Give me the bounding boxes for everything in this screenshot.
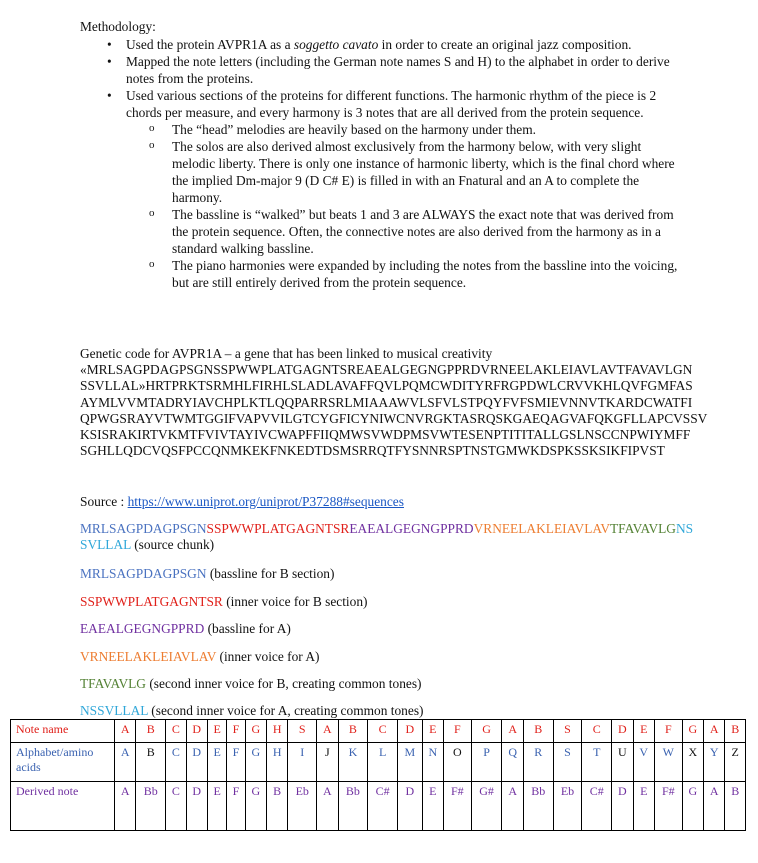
table-cell: A [115, 720, 136, 743]
table-cell: F# [654, 782, 682, 831]
table-row-label: Derived note [11, 782, 115, 831]
chunk-part-second-inner-a: NS [675, 521, 694, 536]
table-cell: G [682, 782, 703, 831]
table-cell: B [338, 720, 368, 743]
table-cell: X [682, 743, 703, 782]
genetic-code-title: Genetic code for AVPR1A – a gene that has been linked to musical creativity [80, 346, 493, 361]
table-cell: I [288, 743, 317, 782]
table-cell: L [368, 743, 398, 782]
table-cell: E [207, 720, 226, 743]
table-cell: B [523, 720, 553, 743]
table-cell: T [582, 743, 612, 782]
table-cell: E [207, 743, 226, 782]
genetic-code-section [80, 346, 708, 459]
table-cell: D [186, 720, 207, 743]
table-cell: C [166, 782, 186, 831]
table-cell: E [207, 782, 226, 831]
part-description: (bassline for A) [204, 621, 291, 636]
table-cell: U [612, 743, 633, 782]
table-cell: G [245, 743, 266, 782]
source-label: Source : [80, 494, 128, 509]
sequence-line: «MRLSAGPDAGPSGNSSPWWPLATGAGNTSREAEALGEGNGPPRDVRNEELAKLEIAVLAVTFAVAVLGN [80, 362, 693, 378]
table-cell: N [422, 743, 443, 782]
table-cell: C# [368, 782, 398, 831]
table-cell: D [398, 720, 423, 743]
table-cell: C [166, 743, 186, 782]
methodology-bullet: • Mapped the note letters (including the German note names S and H) to the alphabet in order to derive notes from the proteins. [80, 53, 680, 87]
methodology-sub-bullet: o The piano harmonies were expanded by including the notes from the bassline into the voicing, but are still entirely derived from the protein sequence. [126, 257, 680, 291]
part-sequence: VRNEELAKLEIAVLAV [80, 649, 217, 664]
table-cell: A [502, 782, 523, 831]
table-cell: B [725, 782, 746, 831]
chunk-part-bassline-b: MRLSAGPDAGPSGN [80, 521, 207, 536]
table-cell: V [633, 743, 654, 782]
table-cell: B [725, 720, 746, 743]
table-cell: R [523, 743, 553, 782]
table-row-derived-note [11, 782, 746, 831]
part-description: (inner voice for A) [216, 649, 320, 664]
table-cell: F [227, 720, 245, 743]
table-cell: M [398, 743, 423, 782]
methodology-sub-bullet: o The “head” melodies are heavily based on the harmony under them. [126, 121, 680, 138]
table-cell: E [422, 720, 443, 743]
source-chunk [80, 521, 694, 553]
part-sequence: MRLSAGPDAGPSGN [80, 566, 207, 581]
table-cell: G [471, 720, 502, 743]
sequence-line: SSVLLAL»HRTPRKTSRMHLFIRHLSLADLAVAFFQVLPQMCWDITYRFRGPDWLCRVVKHLQVFGMFAS [80, 378, 693, 394]
table-cell: S [553, 743, 582, 782]
table-cell: D [612, 720, 633, 743]
part-line [80, 621, 680, 637]
source-line [80, 494, 404, 510]
table-cell: E [422, 782, 443, 831]
part-line [80, 703, 680, 719]
part-sequence: NSSVLLAL [80, 703, 148, 718]
table-cell: D [398, 782, 423, 831]
methodology-heading: Methodology: [80, 19, 156, 34]
table-cell: C# [582, 782, 612, 831]
table-cell: F [443, 720, 471, 743]
table-cell: A [704, 782, 725, 831]
methodology-section [80, 18, 680, 291]
table-cell: A [317, 720, 338, 743]
methodology-bullet: • Used various sections of the proteins for different functions. The harmonic rhythm of the piece is 2 chords per measure, and every harmony is 3 notes that are all derived from the protein sequence. o The “head” melodies are heavily based on the harmony under them. o The solos are also derived almost exclusively from the harmony below, with very slight melodic liberty. There is only one instance of harmonic liberty, which is the final chord where the implied Dm-major 9 (D C# E) is filled in with an Fnatural and an A to complete the harmony. o The bassline is “walked” but beats 1 and 3 are ALWAYS the exact note that was derived from the protein sequence. Often, the connective notes are also derived from the harmony as in a standard walking bassline. o The piano harmonies were expanded by including the notes from the bassline into the voicing, but are still entirely derived from the protein sequence. [80, 87, 680, 291]
table-row-label: Alphabet/amino acids [11, 743, 115, 782]
chunk-part-bassline-a: EAEALGEGNGPPRD [349, 521, 474, 536]
table-cell: Q [502, 743, 523, 782]
chunk-part-second-inner-a-cont: SVLLAL [80, 537, 131, 553]
chunk-part-inner-b: SSPWWPLATGAGNTSR [206, 521, 350, 536]
table-cell: S [288, 720, 317, 743]
table-cell: G [682, 720, 703, 743]
table-cell: C [166, 720, 186, 743]
table-cell: D [612, 782, 633, 831]
part-line [80, 594, 680, 610]
table-cell: B [136, 743, 166, 782]
table-cell: F [227, 782, 245, 831]
table-cell: G [245, 782, 266, 831]
table-cell: Bb [136, 782, 166, 831]
table-cell: F [654, 720, 682, 743]
source-link[interactable]: https://www.uniprot.org/uniprot/P37288#sequences [127, 494, 404, 509]
note-mapping-table [10, 719, 746, 831]
table-cell: E [633, 782, 654, 831]
table-row-alphabet [11, 743, 746, 782]
methodology-sub-bullet: o The solos are also derived almost exclusively from the harmony below, with very slight melodic liberty. There is only one instance of harmonic liberty, which is the final chord where the implied Dm-major 9 (D C# E) is filled in with an Fnatural and an A to complete the harmony. [126, 138, 680, 206]
sequence-line: SGHLLQDCVQSFPCCQNMKEKFNKEDTDSMSRRQTFYSNNRSPTNSTGMWKDSPKSSKSIKFIPVST [80, 443, 665, 459]
table-cell: A [317, 782, 338, 831]
methodology-sub-bullet: o The bassline is “walked” but beats 1 and 3 are ALWAYS the exact note that was derived from the protein sequence. Often, the connective notes are also derived from the harmony as in a standard walking bassline. [126, 206, 680, 257]
table-row-note-name [11, 720, 746, 743]
table-cell: E [633, 720, 654, 743]
part-line [80, 676, 680, 692]
table-cell: Bb [523, 782, 553, 831]
methodology-list [80, 36, 680, 291]
table-cell: S [553, 720, 582, 743]
chunk-part-second-inner-b: TFAVAVLG [610, 521, 676, 536]
part-sequence: EAEALGEGNGPPRD [80, 621, 205, 636]
table-cell: A [115, 782, 136, 831]
table-cell: B [266, 782, 287, 831]
chunk-suffix: (source chunk) [130, 537, 215, 553]
table-cell: F [227, 743, 245, 782]
table-cell: D [186, 743, 207, 782]
table-cell: C [582, 720, 612, 743]
table-cell: Y [704, 743, 725, 782]
table-cell: F# [443, 782, 471, 831]
table-cell: K [338, 743, 368, 782]
table-cell: B [136, 720, 166, 743]
table-row-label: Note name [11, 720, 115, 743]
table-cell: J [317, 743, 338, 782]
table-cell: Bb [338, 782, 368, 831]
part-description: (inner voice for B section) [222, 594, 368, 609]
table-cell: P [471, 743, 502, 782]
table-cell: O [443, 743, 471, 782]
part-line [80, 649, 680, 665]
soggetto-cavato-term: soggetto cavato [293, 37, 379, 52]
methodology-sublist [126, 121, 680, 291]
methodology-bullet: • Used the protein AVPR1A as a soggetto cavato in order to create an original jazz composition. [80, 36, 680, 53]
sequence-line: KSISRAKIRTVKMTFVIVTAYIVCWAPFFIIQMWSVWDPMSVWTESENPTITITALLGSLNSCCNPWIYMFF [80, 427, 691, 443]
part-sequence: SSPWWPLATGAGNTSR [80, 594, 223, 609]
part-description: (second inner voice for A, creating common tones) [147, 703, 424, 718]
chunk-part-inner-a: VRNEELAKLEIAVLAV [473, 521, 610, 536]
table-cell: H [266, 720, 287, 743]
part-description: (bassline for B section) [206, 566, 335, 581]
table-cell: H [266, 743, 287, 782]
part-line [80, 566, 680, 582]
part-description: (second inner voice for B, creating common tones) [145, 676, 422, 691]
table-cell: D [186, 782, 207, 831]
table-cell: G# [471, 782, 502, 831]
sequence-line: QPWGSRAYVTWMTGGIFVAPVVILGTCYGFICYNIWCNVRGKTASRQSKGAEQAGVAFQKGFLLAPCVSSV [80, 410, 708, 426]
table-cell: A [115, 743, 136, 782]
table-cell: G [245, 720, 266, 743]
table-cell: Eb [288, 782, 317, 831]
table-cell: Eb [553, 782, 582, 831]
sequence-line: AYMLVVMTADRYIAVCHPLKTLQQPARRSRLMIAAAWVLSFVLSTPQYFVFSMIEVNNVTKARDCWATFI [80, 394, 693, 410]
table-cell: Z [725, 743, 746, 782]
table-cell: A [704, 720, 725, 743]
part-sequence: TFAVAVLG [80, 676, 146, 691]
table-cell: W [654, 743, 682, 782]
table-cell: C [368, 720, 398, 743]
table-cell: A [502, 720, 523, 743]
